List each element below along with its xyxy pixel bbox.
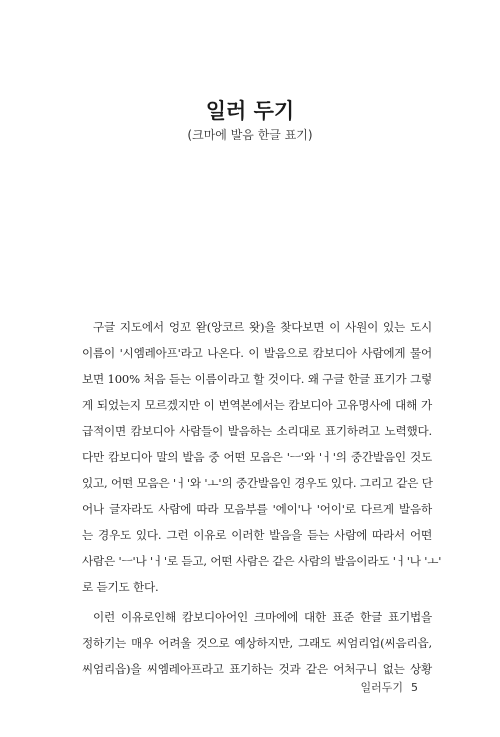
text-line: 급적이면 캄보디아 사람들이 발음하는 소리대로 표기하려고 노력했다. — [82, 424, 432, 438]
text-line: 보면 100% 처음 듣는 이름이라고 할 것이다. 왜 구글 한글 표기가 그렇 — [82, 372, 432, 386]
page-number: 5 — [411, 681, 418, 694]
text-line: 어나 글자라도 사람에 따라 모음부를 '에이'나 '어이'로 다르게 발음하 — [82, 502, 432, 516]
page-footer — [360, 679, 418, 695]
text-line: 이름이 '시엠레아프'라고 나온다. 이 발음으로 캄보디아 사람에게 물어 — [82, 346, 432, 360]
body-text — [82, 314, 442, 682]
running-title: 일러두기 — [360, 681, 403, 694]
text-line: 구글 지도에서 엉꼬 왇(앙코르 왓)을 찾다보면 이 사원이 있는 도시 — [93, 320, 432, 334]
text-line: 로 듣기도 한다. — [82, 580, 159, 594]
text-line: 있고, 어떤 모음은 'ㅓ'와 'ㅗ'의 중간발음인 경우도 있다. 그리고 같은 단 — [82, 476, 433, 490]
text-line: 는 경우도 있다. 그런 이유로 이러한 발음을 듣는 사람에 따라서 어떤 — [82, 528, 432, 542]
page-title: 일러 두기 — [205, 99, 295, 123]
text-line: 게 되었는지 모르겠지만 이 번역본에서는 캄보디아 고유명사에 대해 가 — [82, 398, 432, 412]
text-line: 씨엄리읍)을 씨엠레아프라고 표기하는 것과 같은 어처구니 없는 상황 — [82, 662, 432, 676]
paragraph-2 — [82, 604, 432, 682]
page-subtitle: (크마에 발음 한글 표기) — [187, 128, 313, 142]
text-line: 사람은 'ㅡ'나 'ㅓ'로 듣고, 어떤 사람은 같은 사람의 발음이라도 'ㅓ'나 'ㅗ' — [82, 554, 442, 568]
text-line: 다만 캄보디아 말의 발음 중 어떤 모음은 'ㅡ'와 'ㅓ'의 중간발음인 것도 — [82, 450, 432, 464]
text-line: 정하기는 매우 어려울 것으로 예상하지만, 그래도 씨엄리업(씨음리읍, — [82, 636, 432, 650]
text-line: 이런 이유로인해 캄보디아어인 크마에에 대한 표준 한글 표기법을 — [93, 610, 432, 624]
paragraph-1 — [82, 314, 442, 600]
